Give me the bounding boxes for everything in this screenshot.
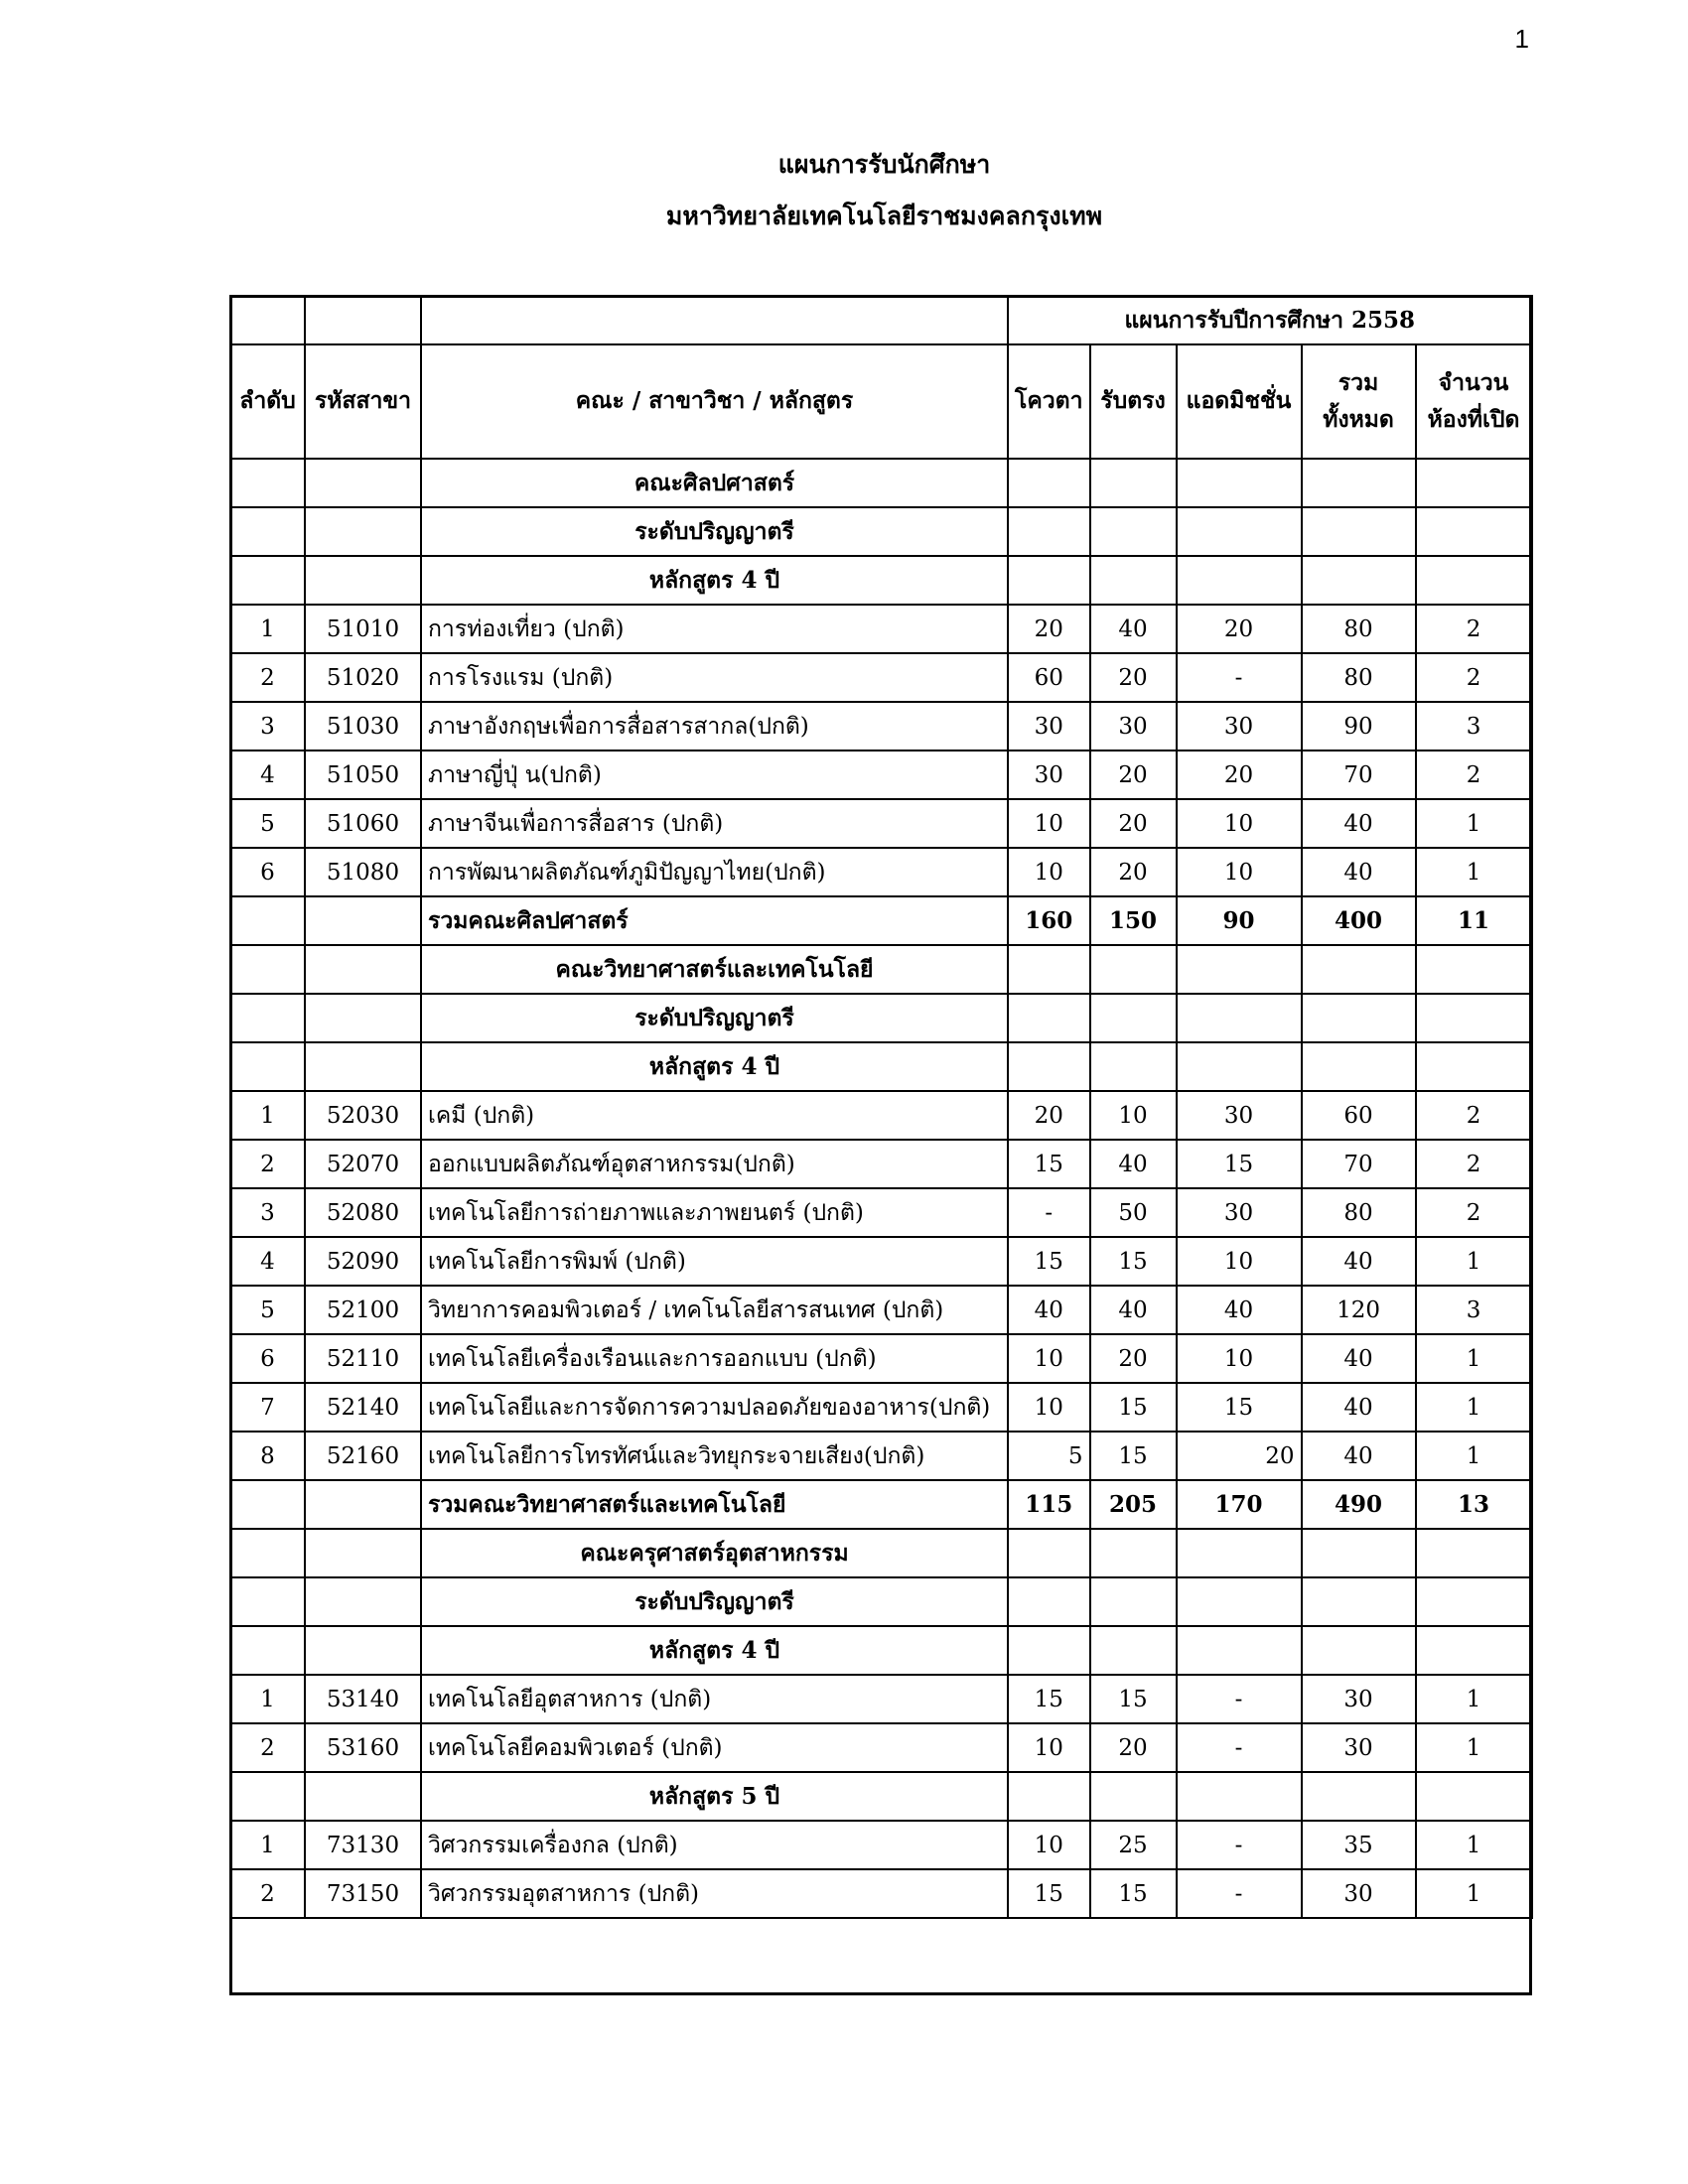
cell-name: หลักสูตร 4 ปี	[421, 1626, 1008, 1675]
cell-name: หลักสูตร 5 ปี	[421, 1772, 1008, 1821]
cell-total: 40	[1302, 848, 1416, 896]
table-row	[230, 1140, 1532, 1188]
cell-code: 52030	[305, 1091, 421, 1140]
cell-admission: 20	[1177, 1432, 1302, 1480]
cell-direct	[1090, 507, 1177, 556]
cell-code: 52110	[305, 1334, 421, 1383]
cell-name: ระดับปริญญาตรี	[421, 1577, 1008, 1626]
faculty-total-row	[230, 1480, 1532, 1529]
section-row	[230, 945, 1532, 994]
cell-direct: 20	[1090, 653, 1177, 702]
cell-quota	[1008, 459, 1090, 507]
cell-quota: 10	[1008, 1334, 1090, 1383]
header-total-line1: รวม	[1337, 368, 1379, 396]
cell-direct: 20	[1090, 799, 1177, 848]
cell-rooms: 2	[1416, 751, 1532, 799]
cell-code: 51080	[305, 848, 421, 896]
cell-rooms: 1	[1416, 1869, 1532, 1918]
cell-no: 2	[230, 1140, 305, 1188]
cell-rooms: 13	[1416, 1480, 1532, 1529]
cell-quota: 10	[1008, 1723, 1090, 1772]
cell-total	[1302, 1626, 1416, 1675]
cell-no	[230, 556, 305, 605]
cell-name: การพัฒนาผลิตภัณฑ์ภูมิปัญญาไทย(ปกติ)	[421, 848, 1008, 896]
university-name: มหาวิทยาลัยเทคโนโลยีราชมงคลกรุงเทพ	[665, 202, 1103, 230]
cell-total: 80	[1302, 605, 1416, 653]
cell-code	[305, 1529, 421, 1577]
cell-quota: 15	[1008, 1140, 1090, 1188]
cell-rooms: 2	[1416, 1188, 1532, 1237]
cell-no	[230, 459, 305, 507]
cell-rooms	[1416, 945, 1532, 994]
cell-name: รวมคณะศิลปศาสตร์	[421, 896, 1008, 945]
cell-direct	[1090, 459, 1177, 507]
cell-direct	[1090, 556, 1177, 605]
cell-code: 52160	[305, 1432, 421, 1480]
cell-rooms	[1416, 459, 1532, 507]
cell-rooms	[1416, 1529, 1532, 1577]
table-row	[230, 1675, 1532, 1723]
cell-name: วิทยาการคอมพิวเตอร์ / เทคโนโลยีสารสนเทศ (ปกติ)	[421, 1286, 1008, 1334]
cell-total: 30	[1302, 1723, 1416, 1772]
cell-admission	[1177, 994, 1302, 1042]
cell-direct	[1090, 1772, 1177, 1821]
cell-rooms	[1416, 994, 1532, 1042]
cell-direct	[1090, 1529, 1177, 1577]
cell-direct: 20	[1090, 848, 1177, 896]
cell-name: คณะครุศาสตร์อุตสาหกรรม	[421, 1529, 1008, 1577]
cell-name: การท่องเที่ยว (ปกติ)	[421, 605, 1008, 653]
faculty-total-row	[230, 896, 1532, 945]
cell-admission	[1177, 1042, 1302, 1091]
cell-direct: 20	[1090, 751, 1177, 799]
table-row	[230, 1334, 1532, 1383]
cell-code: 51020	[305, 653, 421, 702]
cell-quota	[1008, 556, 1090, 605]
table-row	[230, 702, 1532, 751]
cell-code: 73130	[305, 1821, 421, 1869]
cell-code	[305, 459, 421, 507]
cell-direct: 150	[1090, 896, 1177, 945]
cell-no: 1	[230, 1091, 305, 1140]
table-row	[230, 848, 1532, 896]
cell-rooms	[1416, 1577, 1532, 1626]
cell-total: 30	[1302, 1675, 1416, 1723]
page-number: 1	[1514, 24, 1529, 54]
table-row	[230, 1286, 1532, 1334]
cell-name: ระดับปริญญาตรี	[421, 994, 1008, 1042]
cell-name: รวมคณะวิทยาศาสตร์และเทคโนโลยี	[421, 1480, 1008, 1529]
cell-rooms: 1	[1416, 1432, 1532, 1480]
cell-rooms	[1416, 1772, 1532, 1821]
cell-name: ออกแบบผลิตภัณฑ์อุตสาหกรรม(ปกติ)	[421, 1140, 1008, 1188]
cell-admission: 170	[1177, 1480, 1302, 1529]
cell-code: 52080	[305, 1188, 421, 1237]
cell-admission: 30	[1177, 702, 1302, 751]
table-row	[230, 1188, 1532, 1237]
cell-admission: 10	[1177, 799, 1302, 848]
cell-code: 53140	[305, 1675, 421, 1723]
cell-no: 2	[230, 1869, 305, 1918]
cell-admission: 15	[1177, 1140, 1302, 1188]
cell-rooms: 3	[1416, 702, 1532, 751]
cell-no: 1	[230, 605, 305, 653]
cell-quota: 60	[1008, 653, 1090, 702]
cell-rooms: 1	[1416, 1383, 1532, 1432]
cell-rooms: 1	[1416, 1821, 1532, 1869]
table-row	[230, 1432, 1532, 1480]
cell-direct: 20	[1090, 1334, 1177, 1383]
header-row-columns	[230, 344, 1532, 459]
cell-code	[305, 1577, 421, 1626]
cell-rooms: 1	[1416, 1237, 1532, 1286]
cell-admission: -	[1177, 1869, 1302, 1918]
cell-admission: -	[1177, 1723, 1302, 1772]
cell-rooms: 1	[1416, 799, 1532, 848]
cell-total: 35	[1302, 1821, 1416, 1869]
table-body	[230, 296, 1532, 1918]
cell-total: 40	[1302, 799, 1416, 848]
cell-admission: 40	[1177, 1286, 1302, 1334]
cell-quota: 10	[1008, 1821, 1090, 1869]
cell-rooms	[1416, 1042, 1532, 1091]
cell-total	[1302, 1042, 1416, 1091]
cell-no: 1	[230, 1675, 305, 1723]
cell-no: 1	[230, 1821, 305, 1869]
cell-rooms: 2	[1416, 1140, 1532, 1188]
cell-admission: 30	[1177, 1091, 1302, 1140]
cell-code	[305, 556, 421, 605]
table-row	[230, 1237, 1532, 1286]
cell-quota: 10	[1008, 1383, 1090, 1432]
table-row	[230, 605, 1532, 653]
cell-admission: 20	[1177, 605, 1302, 653]
admission-plan-table	[229, 295, 1533, 1919]
cell-total: 40	[1302, 1383, 1416, 1432]
cell-direct: 25	[1090, 1821, 1177, 1869]
cell-code: 53160	[305, 1723, 421, 1772]
cell-admission	[1177, 556, 1302, 605]
document-title: แผนการรับนักศึกษา	[777, 150, 991, 179]
cell-quota: 15	[1008, 1675, 1090, 1723]
cell-code: 52100	[305, 1286, 421, 1334]
cell-total: 90	[1302, 702, 1416, 751]
cell-name: เทคโนโลยีเครื่องเรือนและการออกแบบ (ปกติ)	[421, 1334, 1008, 1383]
cell-admission: -	[1177, 1675, 1302, 1723]
cell-total: 120	[1302, 1286, 1416, 1334]
cell-admission	[1177, 507, 1302, 556]
cell-admission: 10	[1177, 1334, 1302, 1383]
cell-direct: 205	[1090, 1480, 1177, 1529]
cell-code	[305, 1042, 421, 1091]
cell-total: 40	[1302, 1334, 1416, 1383]
cell-quota	[1008, 1529, 1090, 1577]
header-code: รหัสสาขา	[305, 344, 421, 459]
header-rooms	[1416, 344, 1532, 459]
cell-admission	[1177, 1577, 1302, 1626]
cell-direct	[1090, 1626, 1177, 1675]
cell-no: 3	[230, 702, 305, 751]
header-admission: แอดมิชชั่น	[1177, 344, 1302, 459]
cell-code	[305, 1772, 421, 1821]
cell-quota: -	[1008, 1188, 1090, 1237]
cell-rooms: 2	[1416, 653, 1532, 702]
cell-total	[1302, 1772, 1416, 1821]
cell-no	[230, 896, 305, 945]
cell-quota: 15	[1008, 1237, 1090, 1286]
cell-direct: 10	[1090, 1091, 1177, 1140]
table-row	[230, 1821, 1532, 1869]
header-total-line2: ทั้งหมด	[1323, 405, 1394, 433]
section-row	[230, 1626, 1532, 1675]
cell-name: วิศวกรรมอุตสาหการ (ปกติ)	[421, 1869, 1008, 1918]
cell-name: เทคโนโลยีการถ่ายภาพและภาพยนตร์ (ปกติ)	[421, 1188, 1008, 1237]
cell-quota	[1008, 994, 1090, 1042]
cell-admission: -	[1177, 1821, 1302, 1869]
cell-rooms: 1	[1416, 1723, 1532, 1772]
cell-no	[230, 1626, 305, 1675]
cell-quota: 160	[1008, 896, 1090, 945]
cell-admission	[1177, 459, 1302, 507]
cell-rooms: 1	[1416, 1334, 1532, 1383]
cell-no: 4	[230, 1237, 305, 1286]
cell-direct: 15	[1090, 1383, 1177, 1432]
cell-name: วิศวกรรมเครื่องกล (ปกติ)	[421, 1821, 1008, 1869]
cell-admission: 15	[1177, 1383, 1302, 1432]
cell-no	[230, 945, 305, 994]
cell-admission	[1177, 945, 1302, 994]
cell-quota: 5	[1008, 1432, 1090, 1480]
cell-name: เคมี (ปกติ)	[421, 1091, 1008, 1140]
cell-quota: 10	[1008, 799, 1090, 848]
cell-total: 60	[1302, 1091, 1416, 1140]
cell-code	[305, 1480, 421, 1529]
header-row-plan	[230, 296, 1532, 344]
cell-total	[1302, 459, 1416, 507]
cell-admission: 10	[1177, 1237, 1302, 1286]
cell-direct: 15	[1090, 1869, 1177, 1918]
header-plan-year: แผนการรับปีการศึกษา 2558	[1008, 296, 1532, 344]
cell-no: 6	[230, 1334, 305, 1383]
cell-code: 73150	[305, 1869, 421, 1918]
section-row	[230, 1529, 1532, 1577]
cell-no: 3	[230, 1188, 305, 1237]
header-no: ลำดับ	[230, 344, 305, 459]
cell-code	[305, 507, 421, 556]
header-rooms-line2: ห้องที่เปิด	[1427, 405, 1520, 433]
cell-quota: 10	[1008, 848, 1090, 896]
cell-rooms: 2	[1416, 1091, 1532, 1140]
section-row	[230, 994, 1532, 1042]
header-name: คณะ / สาขาวิชา / หลักสูตร	[421, 344, 1008, 459]
cell-name: หลักสูตร 4 ปี	[421, 1042, 1008, 1091]
cell-code	[305, 945, 421, 994]
cell-quota	[1008, 1577, 1090, 1626]
cell-code: 51050	[305, 751, 421, 799]
cell-code: 52070	[305, 1140, 421, 1188]
cell-total	[1302, 994, 1416, 1042]
cell-name: เทคโนโลยีการพิมพ์ (ปกติ)	[421, 1237, 1008, 1286]
section-row	[230, 556, 1532, 605]
cell-no	[230, 1772, 305, 1821]
header-quota: โควตา	[1008, 344, 1090, 459]
cell-total: 30	[1302, 1869, 1416, 1918]
cell-name: หลักสูตร 4 ปี	[421, 556, 1008, 605]
cell-quota	[1008, 945, 1090, 994]
cell-name: เทคโนโลยีอุตสาหการ (ปกติ)	[421, 1675, 1008, 1723]
cell-rooms	[1416, 1626, 1532, 1675]
cell-quota: 20	[1008, 605, 1090, 653]
cell-no	[230, 1042, 305, 1091]
table-row	[230, 1091, 1532, 1140]
cell-total	[1302, 1529, 1416, 1577]
cell-quota: 20	[1008, 1091, 1090, 1140]
header-cell-empty	[305, 296, 421, 344]
cell-quota	[1008, 1626, 1090, 1675]
cell-no	[230, 1577, 305, 1626]
header-rooms-line1: จำนวน	[1438, 368, 1509, 396]
cell-total	[1302, 507, 1416, 556]
cell-no: 5	[230, 799, 305, 848]
cell-quota: 40	[1008, 1286, 1090, 1334]
cell-name: ภาษาจีนเพื่อการสื่อสาร (ปกติ)	[421, 799, 1008, 848]
cell-code: 51060	[305, 799, 421, 848]
cell-quota	[1008, 507, 1090, 556]
cell-total	[1302, 556, 1416, 605]
header-total	[1302, 344, 1416, 459]
table-row	[230, 1723, 1532, 1772]
cell-admission: 20	[1177, 751, 1302, 799]
cell-direct: 50	[1090, 1188, 1177, 1237]
cell-no: 2	[230, 1723, 305, 1772]
cell-name: ภาษาญี่ปุ่ น(ปกติ)	[421, 751, 1008, 799]
cell-quota	[1008, 1772, 1090, 1821]
cell-admission: 10	[1177, 848, 1302, 896]
cell-admission: -	[1177, 653, 1302, 702]
cell-no	[230, 1529, 305, 1577]
cell-name: การโรงแรม (ปกติ)	[421, 653, 1008, 702]
cell-no: 4	[230, 751, 305, 799]
cell-no	[230, 1480, 305, 1529]
cell-total: 70	[1302, 1140, 1416, 1188]
cell-rooms	[1416, 507, 1532, 556]
cell-code	[305, 994, 421, 1042]
cell-total: 40	[1302, 1237, 1416, 1286]
cell-rooms: 3	[1416, 1286, 1532, 1334]
cell-no: 5	[230, 1286, 305, 1334]
cell-code	[305, 1626, 421, 1675]
cell-admission	[1177, 1772, 1302, 1821]
cell-direct: 20	[1090, 1723, 1177, 1772]
table-row	[230, 1869, 1532, 1918]
section-row	[230, 1772, 1532, 1821]
cell-quota: 30	[1008, 702, 1090, 751]
cell-rooms: 1	[1416, 848, 1532, 896]
table-row	[230, 799, 1532, 848]
cell-direct	[1090, 1042, 1177, 1091]
cell-direct: 15	[1090, 1237, 1177, 1286]
cell-quota: 115	[1008, 1480, 1090, 1529]
cell-name: คณะวิทยาศาสตร์และเทคโนโลยี	[421, 945, 1008, 994]
cell-admission: 30	[1177, 1188, 1302, 1237]
cell-name: คณะศิลปศาสตร์	[421, 459, 1008, 507]
cell-no: 2	[230, 653, 305, 702]
cell-name: ระดับปริญญาตรี	[421, 507, 1008, 556]
cell-quota	[1008, 1042, 1090, 1091]
cell-quota: 30	[1008, 751, 1090, 799]
section-row	[230, 459, 1532, 507]
cell-no: 6	[230, 848, 305, 896]
header-cell-empty	[421, 296, 1008, 344]
cell-code: 52090	[305, 1237, 421, 1286]
cell-code: 51010	[305, 605, 421, 653]
cell-name: เทคโนโลยีการโทรทัศน์และวิทยุกระจายเสียง(ปกติ)	[421, 1432, 1008, 1480]
cell-direct: 40	[1090, 1286, 1177, 1334]
cell-rooms: 2	[1416, 605, 1532, 653]
table-row	[230, 1383, 1532, 1432]
cell-direct	[1090, 945, 1177, 994]
cell-total: 80	[1302, 653, 1416, 702]
cell-direct	[1090, 1577, 1177, 1626]
cell-quota: 15	[1008, 1869, 1090, 1918]
cell-total: 80	[1302, 1188, 1416, 1237]
cell-rooms: 1	[1416, 1675, 1532, 1723]
cell-direct: 30	[1090, 702, 1177, 751]
header-cell-empty	[230, 296, 305, 344]
cell-name: ภาษาอังกฤษเพื่อการสื่อสารสากล(ปกติ)	[421, 702, 1008, 751]
cell-direct: 15	[1090, 1432, 1177, 1480]
section-row	[230, 1042, 1532, 1091]
cell-no	[230, 507, 305, 556]
cell-direct	[1090, 994, 1177, 1042]
cell-name: เทคโนโลยีและการจัดการความปลอดภัยของอาหาร(ปกติ)	[421, 1383, 1008, 1432]
cell-total: 490	[1302, 1480, 1416, 1529]
cell-code: 52140	[305, 1383, 421, 1432]
cell-direct: 15	[1090, 1675, 1177, 1723]
cell-rooms	[1416, 556, 1532, 605]
cell-total: 40	[1302, 1432, 1416, 1480]
cell-total	[1302, 1577, 1416, 1626]
section-row	[230, 507, 1532, 556]
cell-code: 51030	[305, 702, 421, 751]
cell-total: 70	[1302, 751, 1416, 799]
cell-rooms: 11	[1416, 896, 1532, 945]
cell-no: 8	[230, 1432, 305, 1480]
cell-total: 400	[1302, 896, 1416, 945]
cell-no	[230, 994, 305, 1042]
cell-admission	[1177, 1529, 1302, 1577]
section-row	[230, 1577, 1532, 1626]
cell-direct: 40	[1090, 605, 1177, 653]
cell-direct: 40	[1090, 1140, 1177, 1188]
table-row	[230, 653, 1532, 702]
cell-name: เทคโนโลยีคอมพิวเตอร์ (ปกติ)	[421, 1723, 1008, 1772]
cell-code	[305, 896, 421, 945]
cell-admission	[1177, 1626, 1302, 1675]
cell-no: 7	[230, 1383, 305, 1432]
cell-admission: 90	[1177, 896, 1302, 945]
header-direct: รับตรง	[1090, 344, 1177, 459]
table-row	[230, 751, 1532, 799]
cell-total	[1302, 945, 1416, 994]
